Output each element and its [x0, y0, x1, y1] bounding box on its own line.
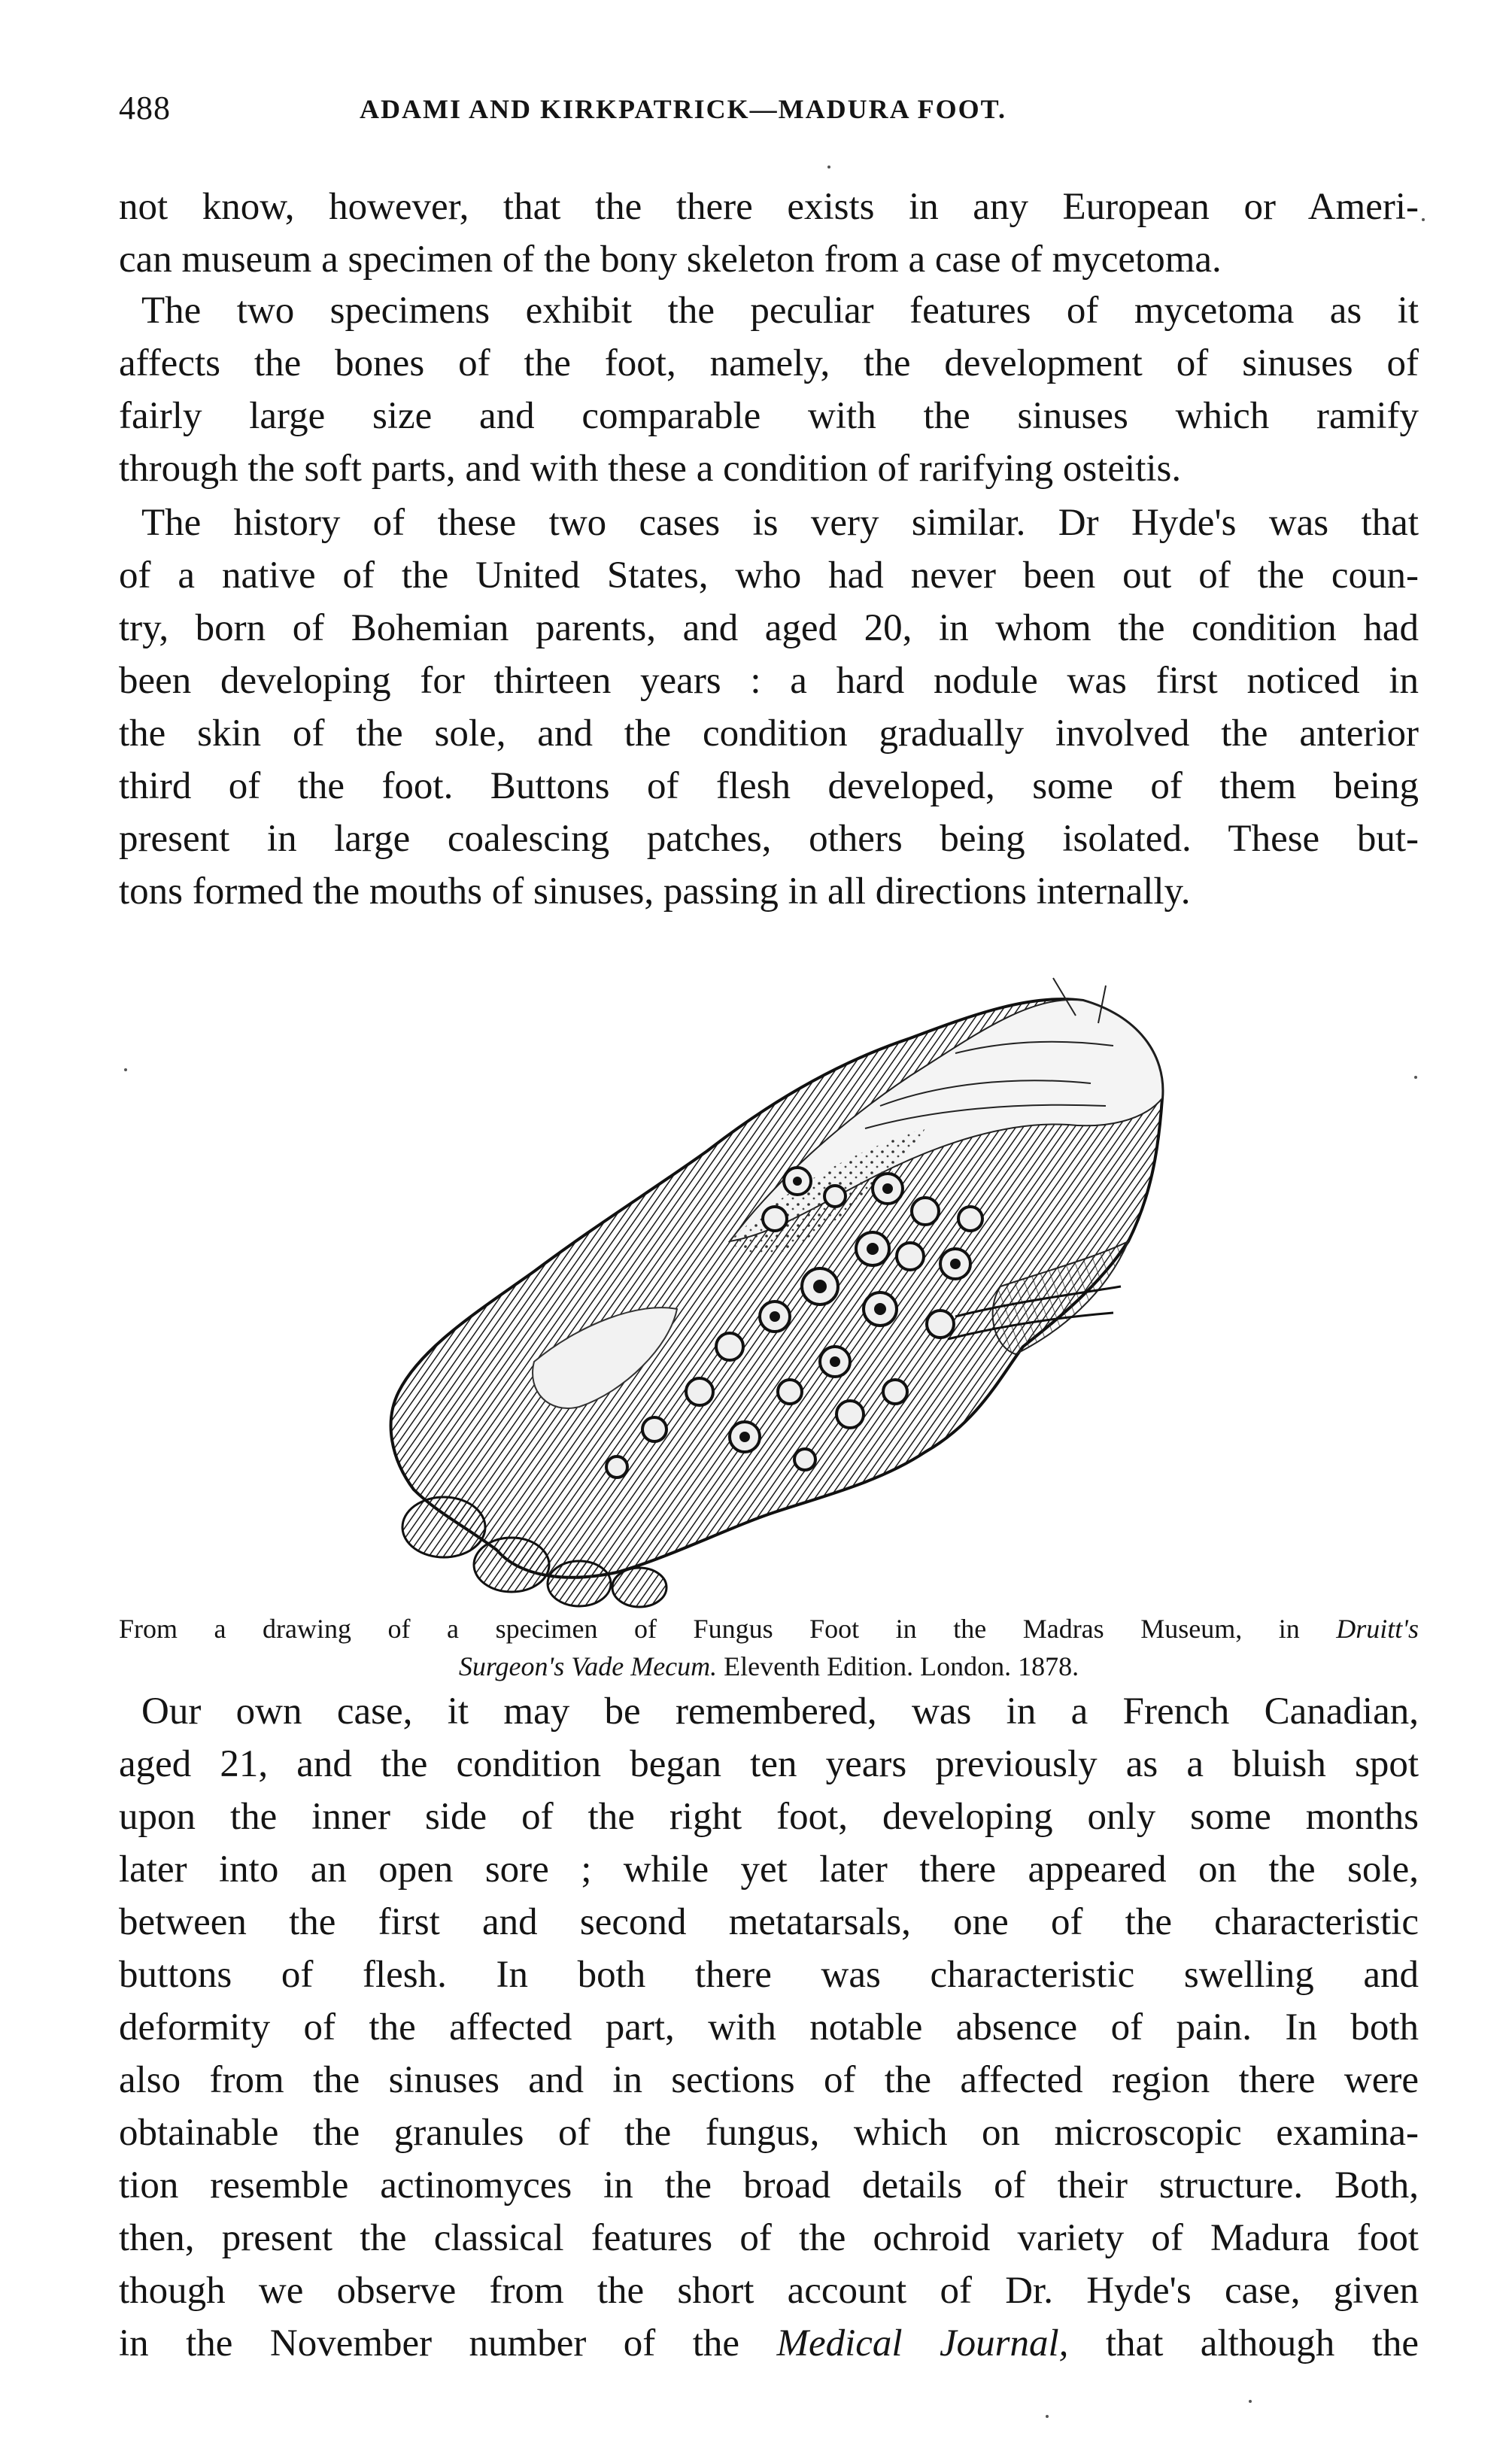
caption-text: Eleventh Edition. London. 1878.	[724, 1651, 1079, 1681]
caption-italic-title: Surgeon's Vade Mecum.	[458, 1651, 718, 1681]
text-line: The history of these two cases is very similar. Dr Hyde's was that	[141, 502, 1419, 544]
paragraph-3	[119, 497, 1419, 918]
text-line: can museum a specimen of the bony skeleton from a case of mycetoma.	[119, 238, 1222, 281]
journal-title: Medical Journal,	[776, 2322, 1069, 2365]
text-line: third of the foot. Buttons of flesh developed, some of them being	[119, 765, 1419, 807]
text-line: through the soft parts, and with these a condition of rarifying osteitis.	[119, 448, 1182, 490]
text-line: been developing for thirteen years : a hard nodule was first noticed in	[119, 660, 1419, 702]
text-line: Our own case, it may be remembered, was in a French Canadian,	[141, 1690, 1419, 1733]
text-line-final	[119, 2317, 1419, 2370]
text-line: upon the inner side of the right foot, developing only some months	[119, 1796, 1419, 1838]
text-line: though we observe from the short account of Dr. Hyde's case, given	[119, 2270, 1419, 2312]
caption-line-1	[119, 1610, 1419, 1648]
text-line: of a native of the United States, who had never been out of the coun-	[119, 554, 1419, 597]
print-speck	[1414, 1076, 1417, 1079]
text-line: aged 21, and the condition began ten years previously as a bluish spot	[119, 1743, 1419, 1785]
figure-caption	[119, 1610, 1419, 1685]
text-line: tons formed the mouths of sinuses, passing in all directions internally.	[119, 870, 1191, 913]
caption-line-2	[119, 1648, 1419, 1685]
text-line: obtainable the granules of the fungus, which on microscopic examina-	[119, 2112, 1419, 2154]
text-line: between the first and second metatarsals, one of the characteristic	[119, 1901, 1419, 1943]
running-title: ADAMI AND KIRKPATRICK—MADURA FOOT.	[360, 94, 1006, 124]
text-line: The two specimens exhibit the peculiar features of mycetoma as it	[141, 290, 1419, 332]
text-line: then, present the classical features of the ochroid variety of Madura foot	[119, 2217, 1419, 2259]
foot-drawing-icon	[354, 970, 1211, 1617]
text-line: deformity of the affected part, with notable absence of pain. In both	[119, 2006, 1419, 2049]
foot-engraving-illustration	[354, 970, 1211, 1617]
text-segment: that although the	[1105, 2322, 1419, 2365]
paragraph-4	[119, 1685, 1419, 2370]
text-line: try, born of Bohemian parents, and aged 20, in whom the condition had	[119, 607, 1419, 649]
caption-italic-title: Druitt's	[1336, 1614, 1419, 1644]
page-number: 488	[119, 90, 171, 126]
print-speck	[1422, 218, 1425, 221]
text-line: also from the sinuses and in sections of the affected region there were	[119, 2059, 1419, 2101]
text-line: later into an open sore ; while yet later there appeared on the sole,	[119, 1848, 1419, 1891]
text-line: present in large coalescing patches, others being isolated. These but-	[119, 818, 1419, 860]
text-line: fairly large size and comparable with the sinuses which ramify	[119, 395, 1419, 437]
text-segment: in the November number of the	[119, 2322, 740, 2365]
print-speck	[1046, 2415, 1049, 2418]
text-line: tion resemble actinomyces in the broad details of their structure. Both,	[119, 2164, 1419, 2207]
print-speck	[827, 166, 830, 169]
text-line: buttons of flesh. In both there was characteristic swelling and	[119, 1954, 1419, 1996]
print-speck	[124, 1068, 127, 1071]
text-line: affects the bones of the foot, namely, the development of sinuses of	[119, 342, 1419, 384]
running-head	[119, 89, 1300, 134]
paragraph-2	[119, 284, 1419, 495]
print-speck	[1249, 2400, 1252, 2403]
text-line: not know, however, that the there exists in any European or Ameri-	[119, 186, 1419, 228]
paragraph-1	[119, 181, 1419, 286]
caption-text: From a drawing of a specimen of Fungus Foot in the Madras Museum, in	[119, 1614, 1300, 1644]
text-line: the skin of the sole, and the condition gradually involved the anterior	[119, 712, 1419, 755]
